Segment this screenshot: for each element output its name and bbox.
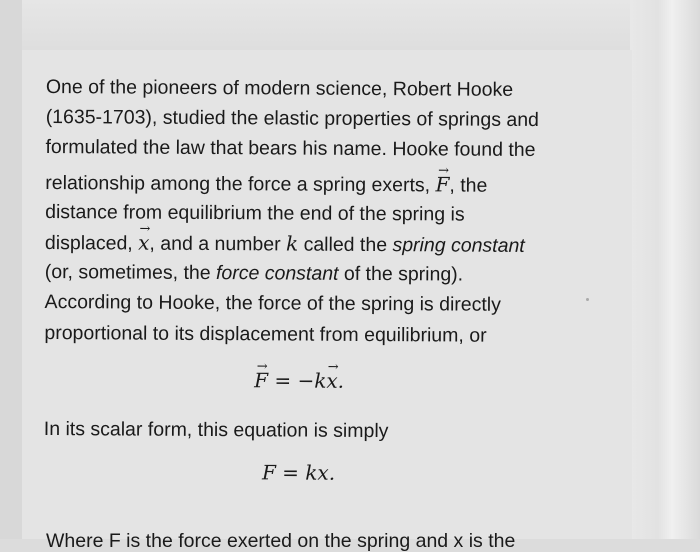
line4-text-pre: relationship among the force a spring exerts, [45, 171, 436, 196]
body-line-10: In its scalar form, this equation is simply [43, 417, 389, 442]
scalar-equation: F = kx. [261, 460, 336, 485]
body-line-5: distance from equilibrium the end of the spring is [45, 200, 465, 226]
screen-speck [586, 298, 589, 301]
body-line-9: proportional to its displacement from equilibrium, or [44, 321, 487, 347]
line6-text-pre: displaced, [44, 231, 139, 255]
document-body [43, 72, 616, 490]
cut-off-line [46, 530, 626, 552]
eq1-force-vector: → F [254, 365, 268, 395]
body-line-1: One of the pioneers of modern science, Robert Hooke [45, 75, 514, 101]
spring-constant-term: spring constant [392, 234, 525, 257]
line6-text-mid2: called the [298, 233, 393, 257]
body-line-7 [45, 257, 615, 291]
body-line-2: (1635-1703), studied the elastic properties of springs and [45, 106, 540, 132]
body-line-3: formulated the law that bears his name. Hooke found the [45, 136, 536, 162]
force-vector-symbol: → F [435, 169, 449, 199]
cut-off-line-text: Where F is the force exerted on the spring and x is the [46, 530, 516, 552]
body-line-6 [45, 227, 615, 261]
eq1-x-vector: → x [326, 365, 337, 395]
line7-text-pre: (or, sometimes, the [44, 261, 217, 285]
vector-equation [99, 364, 499, 397]
screen-top-edge [0, 0, 700, 50]
line4-text-post: , the [449, 174, 488, 197]
displacement-vector-symbol: → x [138, 228, 149, 258]
eq1-period: . [337, 368, 345, 393]
spring-constant-symbol: k [285, 231, 299, 256]
line6-text-mid: , and a number [149, 232, 287, 256]
screen-left-edge [0, 0, 22, 539]
line7-text-post: of the spring). [338, 262, 464, 286]
eq1-operator: = − [267, 368, 315, 393]
force-constant-term: force constant [215, 262, 339, 285]
screen-right-edge [630, 0, 700, 539]
text-panel [22, 50, 632, 552]
body-line-8: According to Hooke, the force of the spring is directly [44, 291, 501, 317]
eq1-k: k [314, 368, 327, 393]
body-line-4 [45, 167, 615, 201]
